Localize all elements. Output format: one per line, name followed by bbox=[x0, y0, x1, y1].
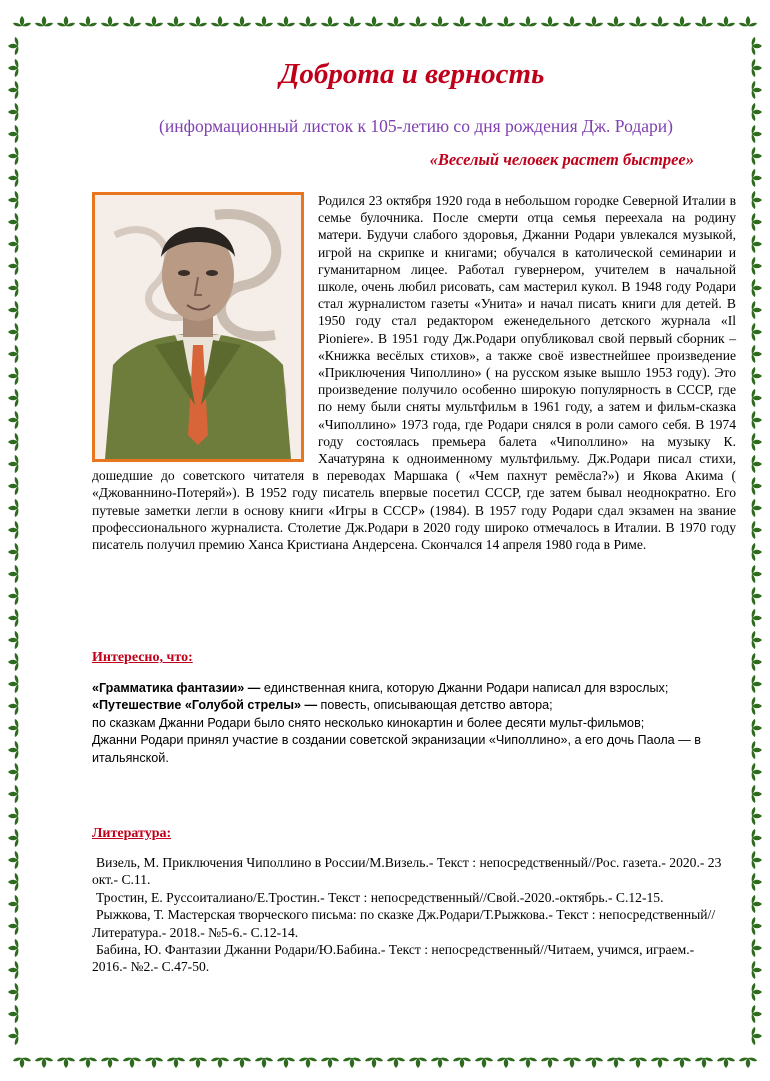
holly-leaf-icon bbox=[8, 653, 18, 671]
holly-leaf-icon bbox=[752, 1027, 762, 1045]
holly-leaf-icon bbox=[123, 16, 141, 26]
holly-leaf-icon bbox=[752, 499, 762, 517]
holly-leaf-icon bbox=[101, 16, 119, 26]
holly-leaf-icon bbox=[35, 16, 53, 26]
holly-leaf-icon bbox=[8, 477, 18, 495]
holly-leaf-icon bbox=[752, 675, 762, 693]
reference-item: Рыжкова, Т. Мастерская творческого письма: по сказке Дж.Родари/Т.Рыжкова.- Текст : непосредственный//Литература.- 2018.- №5-6.- С.12-14. bbox=[92, 907, 716, 940]
holly-leaf-icon bbox=[8, 719, 18, 737]
holly-leaf-icon bbox=[752, 81, 762, 99]
holly-leaf-icon bbox=[431, 1058, 449, 1068]
holly-leaf-icon bbox=[57, 1058, 75, 1068]
holly-leaf-icon bbox=[8, 301, 18, 319]
reference-item: Визель, М. Приключения Чиполлино в России/М.Визель.- Текст : непосредственный//Рос. газета.- 2020.- 23 окт.- С.11. bbox=[92, 855, 722, 888]
holly-leaf-icon bbox=[752, 103, 762, 121]
holly-leaf-icon bbox=[739, 16, 757, 26]
holly-leaf-icon bbox=[233, 16, 251, 26]
holly-leaf-icon bbox=[453, 16, 471, 26]
holly-leaf-icon bbox=[189, 16, 207, 26]
holly-leaf-icon bbox=[475, 16, 493, 26]
holly-leaf-icon bbox=[387, 16, 405, 26]
holly-leaf-icon bbox=[752, 829, 762, 847]
holly-leaf-icon bbox=[8, 257, 18, 275]
holly-leaf-icon bbox=[519, 16, 537, 26]
holly-leaf-icon bbox=[8, 763, 18, 781]
holly-leaf-icon bbox=[8, 433, 18, 451]
holly-leaf-icon bbox=[752, 697, 762, 715]
holly-leaf-icon bbox=[79, 16, 97, 26]
holly-leaf-icon bbox=[752, 411, 762, 429]
holly-leaf-icon bbox=[277, 16, 295, 26]
fact-text: повесть, описывающая детство автора; bbox=[317, 698, 553, 713]
holly-leaf-icon bbox=[299, 1058, 317, 1068]
fact-item bbox=[92, 697, 722, 714]
holly-leaf-icon bbox=[409, 16, 427, 26]
holly-leaf-icon bbox=[8, 191, 18, 209]
holly-leaf-icon bbox=[8, 411, 18, 429]
holly-leaf-icon bbox=[8, 895, 18, 913]
holly-leaf-icon bbox=[607, 16, 625, 26]
fact-item bbox=[92, 715, 722, 732]
holly-leaf-icon bbox=[8, 939, 18, 957]
portrait-photo bbox=[92, 192, 304, 462]
holly-leaf-icon bbox=[321, 1058, 339, 1068]
holly-leaf-icon bbox=[255, 16, 273, 26]
holly-leaf-icon bbox=[752, 1005, 762, 1023]
holly-leaf-icon bbox=[752, 433, 762, 451]
literature-heading: Литература: bbox=[92, 826, 172, 841]
holly-leaf-icon bbox=[541, 1058, 559, 1068]
holly-leaf-icon bbox=[752, 59, 762, 77]
holly-leaf-icon bbox=[651, 16, 669, 26]
holly-leaf-icon bbox=[752, 587, 762, 605]
holly-leaf-icon bbox=[752, 191, 762, 209]
holly-leaf-icon bbox=[629, 16, 647, 26]
holly-leaf-icon bbox=[629, 1058, 647, 1068]
holly-leaf-icon bbox=[541, 16, 559, 26]
holly-leaf-icon bbox=[8, 587, 18, 605]
holly-leaf-icon bbox=[519, 1058, 537, 1068]
holly-leaf-icon bbox=[695, 16, 713, 26]
holly-leaf-icon bbox=[8, 81, 18, 99]
holly-leaf-icon bbox=[8, 213, 18, 231]
facts-list bbox=[92, 680, 722, 767]
holly-leaf-icon bbox=[752, 895, 762, 913]
holly-leaf-icon bbox=[752, 565, 762, 583]
holly-leaf-icon bbox=[453, 1058, 471, 1068]
holly-leaf-icon bbox=[563, 16, 581, 26]
holly-leaf-icon bbox=[79, 1058, 97, 1068]
holly-leaf-icon bbox=[8, 741, 18, 759]
holly-leaf-icon bbox=[8, 323, 18, 341]
holly-leaf-icon bbox=[695, 1058, 713, 1068]
holly-leaf-icon bbox=[8, 125, 18, 143]
fact-item bbox=[92, 680, 722, 697]
holly-leaf-icon bbox=[752, 345, 762, 363]
holly-leaf-icon bbox=[189, 1058, 207, 1068]
holly-leaf-icon bbox=[752, 213, 762, 231]
fact-text: Джанни Родари принял участие в создании советской экранизации «Чиполлино», а его дочь Паола — в итальянской. bbox=[92, 733, 701, 765]
holly-leaf-icon bbox=[717, 1058, 735, 1068]
holly-leaf-icon bbox=[101, 1058, 119, 1068]
holly-leaf-icon bbox=[752, 169, 762, 187]
holly-leaf-icon bbox=[752, 807, 762, 825]
holly-leaf-icon bbox=[752, 741, 762, 759]
holly-leaf-icon bbox=[8, 367, 18, 385]
fact-title: «Путешествие «Голубой стрелы» — bbox=[92, 698, 318, 713]
holly-leaf-icon bbox=[752, 455, 762, 473]
holly-leaf-icon bbox=[321, 16, 339, 26]
holly-leaf-icon bbox=[167, 1058, 185, 1068]
holly-leaf-icon bbox=[752, 301, 762, 319]
holly-leaf-icon bbox=[752, 653, 762, 671]
fact-title: «Грамматика фантазии» — bbox=[92, 681, 261, 695]
holly-leaf-icon bbox=[8, 961, 18, 979]
biography-section bbox=[92, 192, 736, 553]
holly-leaf-icon bbox=[299, 16, 317, 26]
holly-leaf-icon bbox=[365, 1058, 383, 1068]
holly-leaf-icon bbox=[752, 389, 762, 407]
holly-leaf-icon bbox=[752, 125, 762, 143]
holly-leaf-icon bbox=[343, 16, 361, 26]
holly-leaf-icon bbox=[673, 16, 691, 26]
holly-leaf-icon bbox=[752, 257, 762, 275]
holly-leaf-icon bbox=[409, 1058, 427, 1068]
holly-leaf-icon bbox=[752, 939, 762, 957]
holly-leaf-icon bbox=[8, 1027, 18, 1045]
holly-leaf-icon bbox=[8, 697, 18, 715]
holly-leaf-icon bbox=[8, 37, 18, 55]
holly-leaf-icon bbox=[8, 543, 18, 561]
holly-leaf-icon bbox=[8, 279, 18, 297]
holly-leaf-icon bbox=[255, 1058, 273, 1068]
holly-leaf-icon bbox=[8, 873, 18, 891]
holly-leaf-icon bbox=[8, 499, 18, 517]
holly-leaf-icon bbox=[8, 103, 18, 121]
holly-leaf-icon bbox=[752, 543, 762, 561]
holly-leaf-icon bbox=[211, 1058, 229, 1068]
holly-leaf-icon bbox=[752, 785, 762, 803]
holly-leaf-icon bbox=[145, 16, 163, 26]
holly-leaf-icon bbox=[387, 1058, 405, 1068]
page-title: Доброта и верность bbox=[279, 58, 545, 90]
holly-leaf-icon bbox=[497, 16, 515, 26]
holly-leaf-icon bbox=[752, 851, 762, 869]
holly-leaf-icon bbox=[752, 917, 762, 935]
holly-leaf-icon bbox=[752, 609, 762, 627]
holly-leaf-icon bbox=[8, 565, 18, 583]
fact-text: единственная книга, которую Джанни Родари написал для взрослых; bbox=[260, 681, 669, 695]
holly-leaf-icon bbox=[585, 1058, 603, 1068]
holly-leaf-icon bbox=[8, 785, 18, 803]
holly-leaf-icon bbox=[35, 1058, 53, 1068]
interesting-heading: Интересно, что: bbox=[92, 650, 193, 665]
holly-leaf-icon bbox=[752, 631, 762, 649]
reference-item: Бабина, Ю. Фантазии Джанни Родари/Ю.Бабина.- Текст : непосредственный//Читаем, учимся, играем.- 2016.- №2.- С.47-50. bbox=[92, 942, 695, 975]
holly-leaf-icon bbox=[8, 521, 18, 539]
holly-leaf-icon bbox=[752, 521, 762, 539]
holly-leaf-icon bbox=[752, 763, 762, 781]
holly-leaf-icon bbox=[673, 1058, 691, 1068]
holly-leaf-icon bbox=[8, 147, 18, 165]
holly-leaf-icon bbox=[739, 1058, 757, 1068]
holly-leaf-icon bbox=[717, 16, 735, 26]
holly-leaf-icon bbox=[8, 389, 18, 407]
holly-leaf-icon bbox=[8, 455, 18, 473]
holly-leaf-icon bbox=[431, 16, 449, 26]
holly-leaf-icon bbox=[752, 961, 762, 979]
holly-leaf-icon bbox=[607, 1058, 625, 1068]
holly-leaf-icon bbox=[123, 1058, 141, 1068]
holly-leaf-icon bbox=[752, 37, 762, 55]
holly-leaf-icon bbox=[752, 279, 762, 297]
holly-leaf-icon bbox=[8, 917, 18, 935]
holly-leaf-icon bbox=[8, 1005, 18, 1023]
holly-leaf-icon bbox=[8, 59, 18, 77]
holly-leaf-icon bbox=[233, 1058, 251, 1068]
holly-leaf-icon bbox=[752, 235, 762, 253]
holly-leaf-icon bbox=[8, 807, 18, 825]
holly-leaf-icon bbox=[145, 1058, 163, 1068]
reference-item: Тростин, Е. Руссоиталиано/Е.Тростин.- Текст : непосредственный//Свой.-2020.-октябрь.- С.12-15. bbox=[96, 889, 664, 905]
holly-leaf-icon bbox=[365, 16, 383, 26]
holly-leaf-icon bbox=[8, 983, 18, 1001]
holly-leaf-icon bbox=[343, 1058, 361, 1068]
holly-leaf-icon bbox=[57, 16, 75, 26]
holly-leaf-icon bbox=[585, 16, 603, 26]
holly-leaf-icon bbox=[8, 631, 18, 649]
holly-leaf-icon bbox=[13, 1058, 31, 1068]
holly-leaf-icon bbox=[563, 1058, 581, 1068]
holly-leaf-icon bbox=[211, 16, 229, 26]
holly-leaf-icon bbox=[752, 477, 762, 495]
references-list bbox=[92, 854, 732, 976]
holly-leaf-icon bbox=[8, 345, 18, 363]
holly-leaf-icon bbox=[752, 983, 762, 1001]
epigraph: «Веселый человек растет быстрее» bbox=[429, 150, 694, 169]
holly-leaf-icon bbox=[8, 851, 18, 869]
holly-leaf-icon bbox=[475, 1058, 493, 1068]
holly-leaf-icon bbox=[752, 367, 762, 385]
holly-leaf-icon bbox=[752, 323, 762, 341]
holly-leaf-icon bbox=[8, 829, 18, 847]
biography-text: Родился 23 октября 1920 года в небольшом городке Северной Италии в семье булочника. После смерти отца семья переехала на родину матери. Будучи слабого здоровья, Джанни Родари увлекался музыкой, игрой на скрипке и книгами; обучался в католической семинарии и гуманитарном лицее. Работал гувернером, учителем в начальной школе, очень любил рисовать, сам мастерил кукол. В 1948 году Родари стал журналистом газеты «Унита» и начал писать книги для детей. В 1950 году стал редактором еженедельного детского журнала «Il Pioniere». В 1951 году Дж.Родари опубликовал свой первый сборник – «Книжка весёлых стихов», а также своё известнейшее произведение «Приключения Чиполлино» ( на русском языке вышло 1953 году). Это произведение получило особенно широкую популярность в СССР, где по нему были сняты мультфильм в 1961 году, а затем и фильм-сказка «Чиполлино» 1973 года, где Родари снялся в роли самого себя. В 1974 году состоялась премьера балета «Чиполлино» на музыку К. Хачатуряна к одноименному мультфильму. Дж.Родари писал стихи, дошедшие до советского читателя в переводах Маршака ( «Чем пахнут ремёсла?») и Якова Акима ( «Джованнино-Потеряй»). В 1952 году писатель впервые посетил СССР, где затем бывал неоднократно. Его путевые заметки легли в основу книги «Игры в СССР» (1984). В 1957 году Родари сдал экзамен на звание профессионального журналиста. Столетие Дж.Родари в 2020 году широко отмечалось в Италии. В 1970 году писатель получил премию Ханса Кристиана Андерсена. Скончался 14 апреля 1980 года в Риме. bbox=[92, 193, 736, 553]
holly-leaf-icon bbox=[8, 675, 18, 693]
holly-leaf-icon bbox=[752, 719, 762, 737]
fact-text: по сказкам Джанни Родари было снято несколько кинокартин и более десяти мульт-фильмов; bbox=[92, 715, 645, 730]
page-subtitle: (информационный листок к 105-летию со дня рождения Дж. Родари) bbox=[159, 116, 673, 136]
holly-leaf-icon bbox=[497, 1058, 515, 1068]
holly-leaf-icon bbox=[651, 1058, 669, 1068]
fact-item bbox=[92, 732, 722, 767]
holly-leaf-icon bbox=[277, 1058, 295, 1068]
holly-leaf-icon bbox=[752, 873, 762, 891]
holly-leaf-icon bbox=[8, 609, 18, 627]
holly-leaf-icon bbox=[167, 16, 185, 26]
holly-leaf-icon bbox=[13, 16, 31, 26]
holly-leaf-icon bbox=[752, 147, 762, 165]
holly-leaf-icon bbox=[8, 169, 18, 187]
holly-leaf-icon bbox=[8, 235, 18, 253]
